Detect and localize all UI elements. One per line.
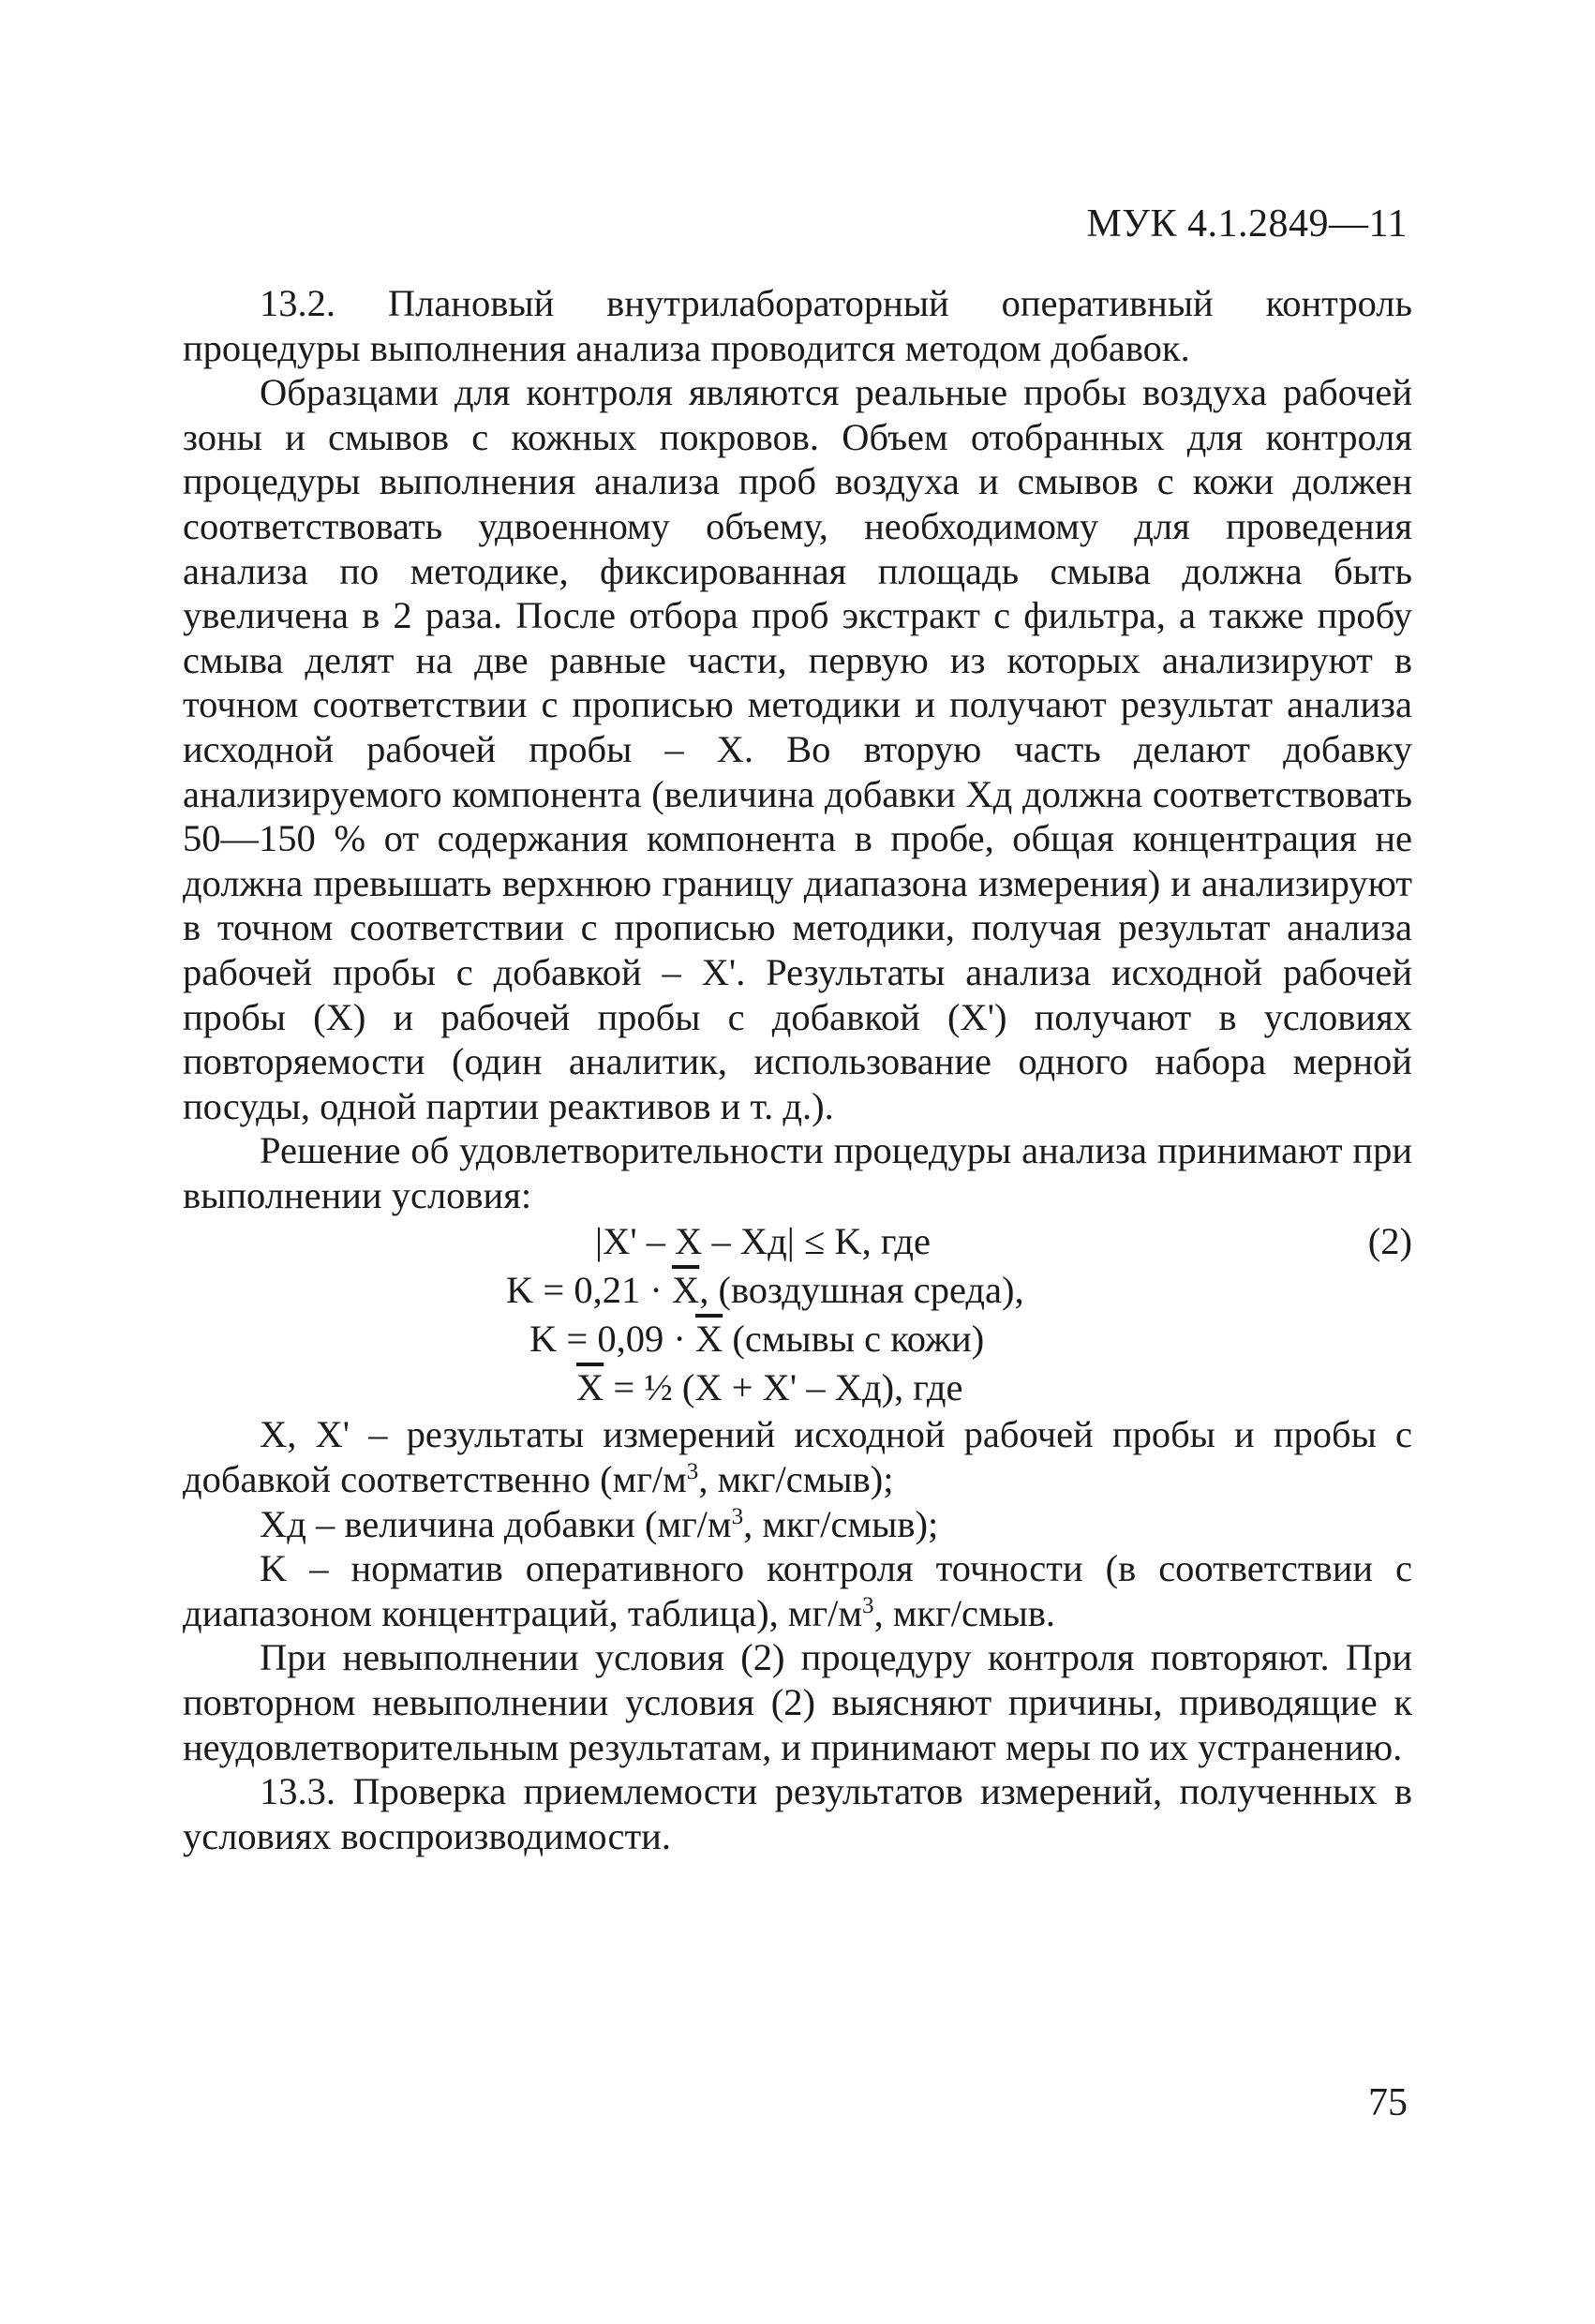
definitions-block [183,1412,1412,1635]
formula-skin-pre: K = 0,09 · [529,1318,695,1361]
formula-skin-post: (смывы с кожи) [723,1318,985,1361]
formula-air [506,1266,1024,1315]
definition-xd: Xд – величина добавки ($мг/м^3$, мкг/смыв); [260,1502,939,1545]
formula-skin-mean: $\overline{X}$ [694,1318,723,1361]
definition-x: X, X' – результаты измерений исходной рабочей пробы и пробы с добавкой соответственно ($мг/м^3$, мкг/смыв); [183,1413,1412,1501]
formula-skin [529,1315,984,1363]
page-number: 75 [1368,2081,1408,2124]
formula-air-post: , (воздушная среда), [699,1269,1024,1312]
document-body [183,281,1412,1858]
paragraph-13-2: 13.2. Плановый внутрилабораторный оперативный контроль процедуры выполнения анализа проводится методом добавок. [183,282,1412,369]
paragraph-decision-condition: Решение об удовлетворительности процедуры анализа принимают при выполнении условия: [183,1129,1412,1216]
definition-k: K – норматив оперативного контроля точности (в соответствии с диапазоном концентраций, таблица), $мг/м^3$, мкг/смыв. [183,1547,1412,1634]
formula-number: (2) [1367,1220,1412,1263]
formula-mean [576,1363,962,1412]
formula-air-pre: K = 0,21 · [506,1269,672,1312]
paragraph-13-3: 13.3. Проверка приемлемости результатов измерений, полученных в условиях воспроизводимости. [183,1770,1412,1857]
formula-skin-row [183,1315,1412,1363]
formula-block [183,1217,1412,1412]
formula-mean-post: = ½ (X + X' – Xд), где [604,1366,963,1409]
formula-condition-row [183,1217,1412,1266]
formula-air-mean: $\overline{X}$ [671,1269,700,1312]
formula-mean-x: $\overline{X}$ [576,1366,604,1409]
paragraph-repeat-control: При невыполнении условия (2) процедуру контроля повторяют. При повторном невыполнении условия (2) выясняют причины, приводящие к неудовлетворительным результатам, и принимают меры по их устранению. [183,1636,1412,1768]
formula-mean-row [183,1363,1412,1412]
document-code-header: МУК 4.1.2849—11 [1086,202,1408,246]
formula-condition: |X' – X – Xд| ≤ K, где [595,1220,932,1263]
paragraph-control-samples: Образцами для контроля являются реальные пробы воздуха рабочей зоны и смывов с кожных покровов. Объем отобранных для контроля процедуры выполнения анализа проб воздуха и смывов с кожи должен соответствовать удвоенному объему, необходимому для проведения анализа по методике, фиксированная площадь смыва должна быть увеличена в 2 раза. После отбора проб экстракт с фильтра, а также пробу смыва делят на две равные части, первую из которых анализируют в точном соответствии с прописью методики и получают результат анализа исходной рабочей пробы – X. Во вторую часть делают добавку анализируемого компонента (величина добавки Xд должна соответствовать 50—150 % от содержания компонента в пробе, общая концентрация не должна превышать верхнюю границу диапазона измерения) и анализируют в точном соответствии с прописью методики, получая результат анализа рабочей пробы с добавкой – X'. Результаты анализа исходной рабочей пробы (X) и рабочей пробы с добавкой (X') получают в условиях повторяемости (один аналитик, использование одного набора мерной посуды, одной партии реактивов и т. д.). [183,371,1412,1127]
formula-air-row [183,1266,1412,1315]
